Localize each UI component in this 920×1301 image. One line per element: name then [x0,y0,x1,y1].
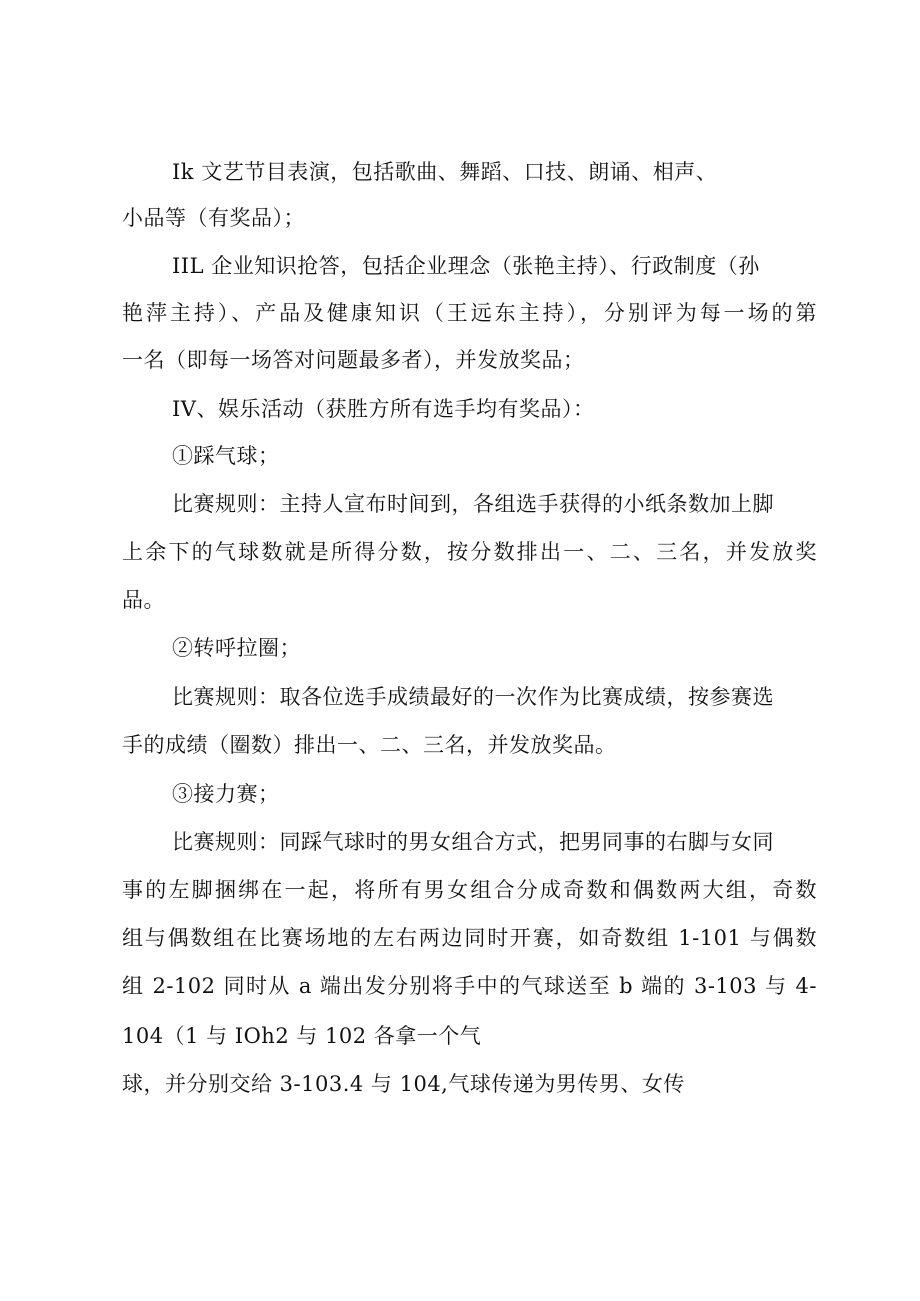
text-line: 一名（即每一场答对问题最多者），并发放奖品； [122,348,585,372]
text-line: 上余下的气球数就是所得分数，按分数排出一、二、三名，并发放奖 [122,540,817,564]
text-line: 组 2-102 同时从 a 端出发分别将手中的气球送至 b 端的 3-103 与 4- [122,974,817,998]
text-line: Ik 文艺节目表演，包括歌曲、舞蹈、口技、朗诵、相声、 [172,160,718,184]
text-line: 品。 [122,588,165,612]
text-line: 球，并分别交给 3-103.4 与 104,气球传递为男传男、女传 [122,1072,685,1096]
text-line: ①踩气球； [172,444,280,468]
text-line: 小品等（有奖品）； [122,206,305,230]
text-line: IV、娱乐活动（获胜方所有选手均有奖品）： [172,397,595,421]
text-line: 比赛规则：主持人宣布时间到，各组选手获得的小纸条数加上脚 [172,492,774,516]
text-line: 事的左脚捆绑在一起，将所有男女组合分成奇数和偶数两大组，奇数 [122,878,817,902]
text-line: ③接力赛； [172,782,280,806]
text-line: 比赛规则：同踩气球时的男女组合方式，把男同事的右脚与女同 [172,830,774,854]
text-line: IIL 企业知识抢答，包括企业理念（张艳主持）、行政制度（孙 [172,254,760,278]
text-line: 比赛规则：取各位选手成绩最好的一次作为比赛成绩，按参赛选 [172,685,774,709]
text-line: 手的成绩（圈数）排出一、二、三名，并发放奖品。 [122,733,617,757]
text-line: 组与偶数组在比赛场地的左右两边同时开赛，如奇数组 1-101 与偶数 [122,926,817,950]
text-line: ②转呼拉圈； [172,636,301,660]
text-line: 104（1 与 IOh2 与 102 各拿一个气 [122,1024,482,1048]
text-line: 艳萍主持）、产品及健康知识（王远东主持），分别评为每一场的第 [122,301,817,325]
